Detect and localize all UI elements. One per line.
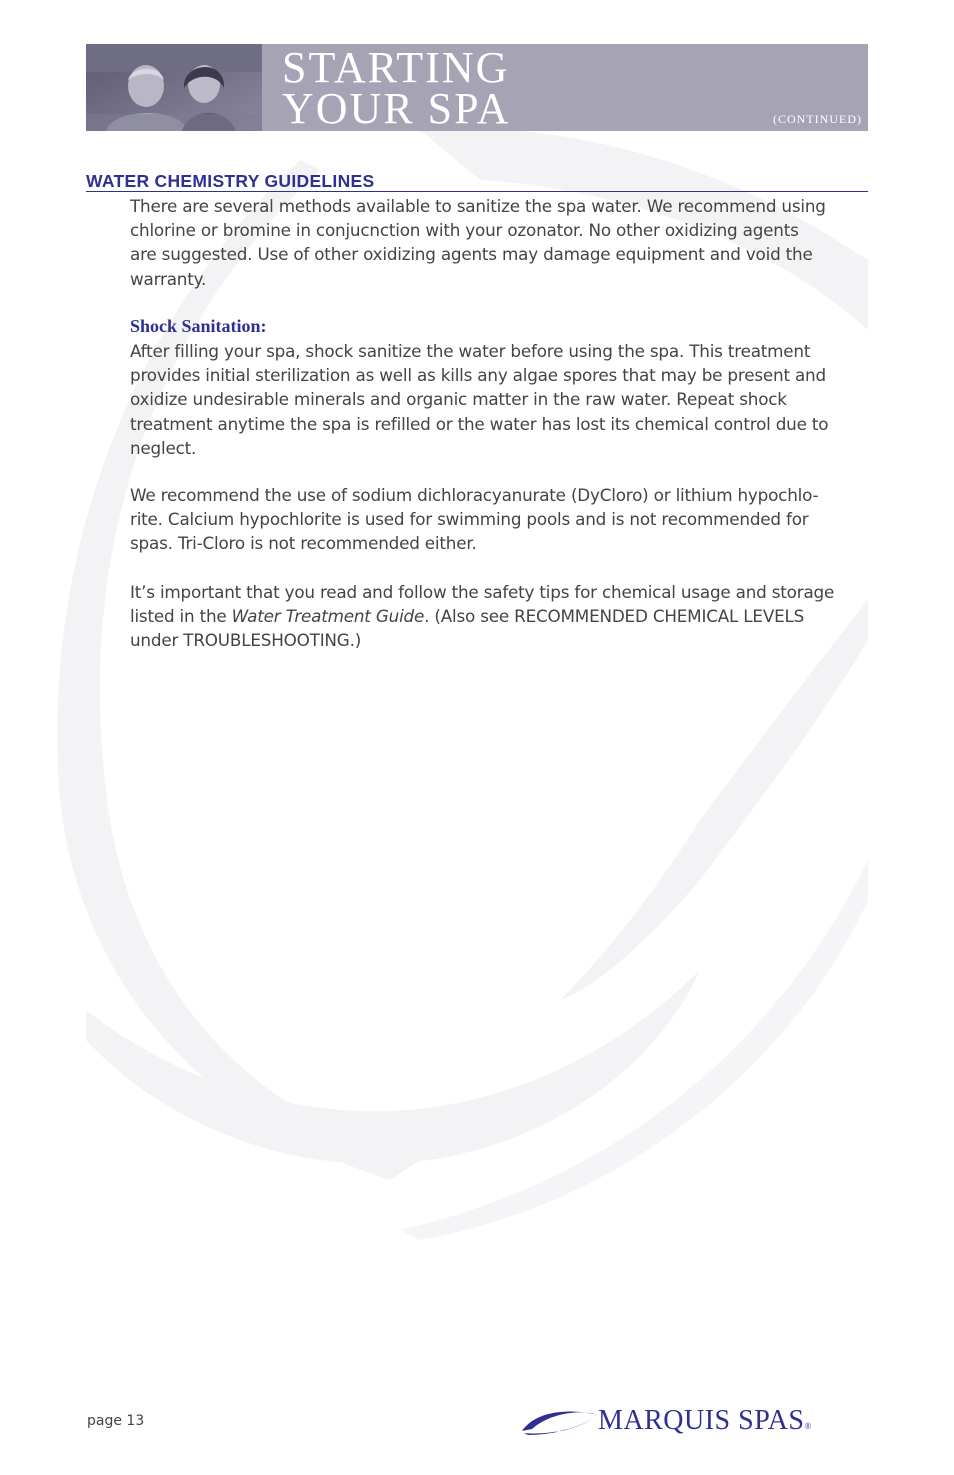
registered-mark: ® [804,1421,812,1431]
intro-line: are suggested. Use of other oxidizing agents may damage equipment and void the [130,244,813,265]
shock-line: provides initial sterilization as well as kills any algae spores that may be present and [130,365,826,386]
water-treatment-guide-ref: Water Treatment Guide [231,606,425,627]
safety-line-2-suffix: . (Also see RECOMMENDED CHEMICAL LEVELS [424,606,805,627]
page-number: page 13 [87,1413,145,1429]
recommend-line: spas. Tri-Cloro is not recommended either. [130,533,477,554]
shock-paragraph [130,339,860,460]
shock-line: neglect. [130,437,197,458]
recommend-paragraph [130,483,860,556]
recommend-line: rite. Calcium hypochlorite is used for swimming pools and is not recommended for [130,509,809,530]
page-title-line-2: YOUR SPA [282,84,511,131]
intro-line: warranty. [130,268,207,289]
section-heading: WATER CHEMISTRY GUIDELINES [86,171,868,192]
continued-label: (CONTINUED) [773,112,862,126]
shock-line: treatment anytime the spa is refilled or the water has lost its chemical control due to [130,413,829,434]
shock-line: oxidize undesirable minerals and organic matter in the raw water. Repeat shock [130,389,787,410]
logo-mark-text: mj [546,1416,563,1433]
intro-paragraph [130,194,860,291]
intro-line: There are several methods available to sanitize the spa water. We recommend using [130,196,826,216]
couple-photo [86,44,262,131]
marquis-spas-logo [520,1403,870,1443]
safety-line-1: It’s important that you read and follow the safety tips for chemical usage and storage [130,582,835,602]
safety-line-3: under TROUBLESHOOTING.) [130,630,362,651]
shock-sanitation-heading: Shock Sanitation: [130,316,267,336]
header-banner [86,44,868,131]
safety-line-2-prefix: listed in the [130,606,232,627]
page-title-line-1: STARTING [282,44,510,92]
mj-logo-mark [520,1405,600,1439]
intro-line: chlorine or bromine in conjucnction with your ozonator. No other oxidizing agents [130,220,799,241]
logo-wordmark [598,1405,812,1437]
logo-name: MARQUIS SPAS [598,1405,805,1436]
safety-paragraph [130,580,860,653]
recommend-line: We recommend the use of sodium dichloracyanurate (DyCloro) or lithium hypochlo- [130,485,819,505]
shock-line: After filling your spa, shock sanitize the water before using the spa. This treatment [130,341,811,361]
safety-line-2 [130,604,860,628]
